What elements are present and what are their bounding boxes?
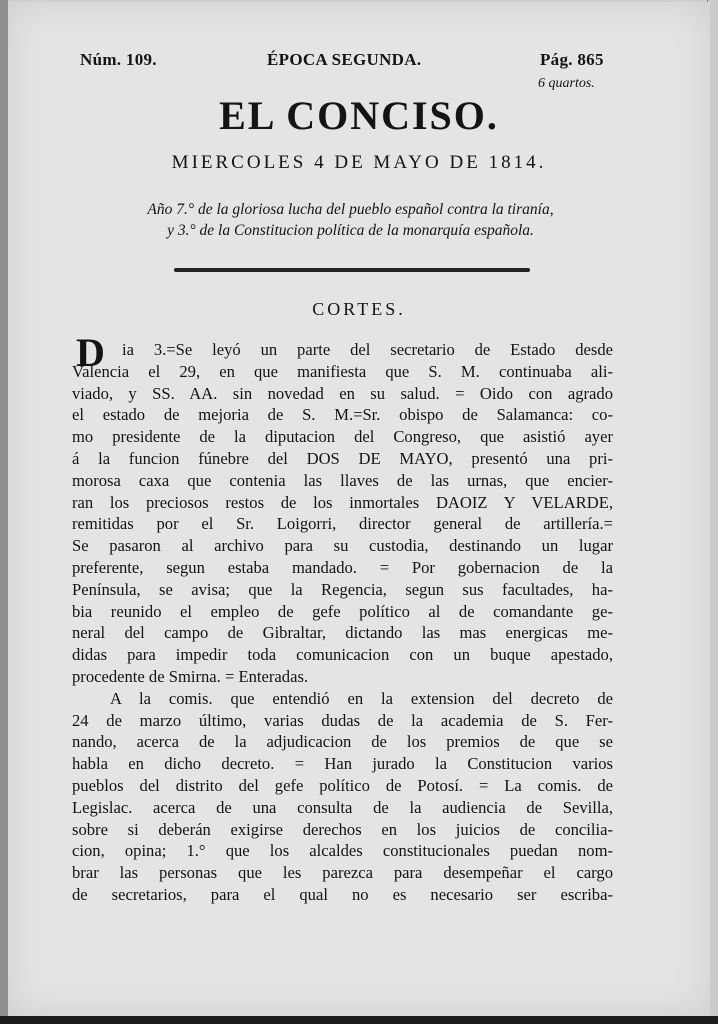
issue-date: MIERCOLES 4 DE MAYO DE 1814. (171, 152, 547, 173)
article-line: el estado de mejoria de S. M.=Sr. obispo de Salamanca: co- (72, 405, 613, 425)
article-line: neral del campo de Gibraltar, dictando las mas energicas me- (72, 623, 613, 643)
motto-line-1: Año 7.° de la gloriosa lucha del pueblo español contra la tiranía, (147, 201, 554, 218)
article-line: nando, acerca de la adjudicacion de los premios de que se (72, 732, 613, 752)
article-line: cion, opina; 1.° que los alcaldes constitucionales puedan nom- (72, 841, 613, 861)
article-line: á la funcion fúnebre del DOS DE MAYO, presentó una pri- (72, 448, 613, 468)
article-line: sobre si deberán exigirse derechos en los juicios de concilia- (72, 819, 613, 839)
article-line: Península, se avisa; que la Regencia, segun sus facultades, ha- (72, 579, 613, 599)
epoch-label: ÉPOCA SEGUNDA. (267, 50, 422, 69)
masthead-title: EL CONCISO. (219, 93, 499, 138)
issue-number: Núm. 109. (80, 50, 157, 69)
article-line: preferente, segun estaba mandado. = Por gobernacion de la (72, 557, 613, 577)
article-body (72, 330, 613, 906)
page-edge-left (0, 0, 8, 1024)
article-line-text: ia 3.=Se leyó un parte del secretario de Estado desde (122, 340, 613, 359)
separator-rule (174, 268, 530, 272)
drop-cap: D (76, 330, 105, 375)
article-line: brar las personas que les parezca para desempeñar el cargo (72, 863, 613, 883)
page-edge-bottom (0, 1016, 718, 1024)
article-line: didas para impedir toda comunicacion con un buque apestado, (72, 645, 613, 665)
section-title: CORTES. (312, 299, 406, 319)
article-line: procedente de Smirna. = Enteradas. (72, 666, 309, 686)
article-line: Se pasaron al archivo para su custodia, destinando un lugar (72, 536, 613, 556)
article-line: de secretarios, para el qual no es necesario ser escriba- (72, 884, 613, 904)
article-line: Legislac. acerca de una consulta de la audiencia de Sevilla, (72, 797, 613, 817)
article-line: habla en dicho decreto. = Han jurado la Constitucion varios (72, 754, 613, 774)
article-line: 24 de marzo último, varias dudas de la academia de S. Fer- (72, 710, 613, 730)
article-line: A la comis. que entendió en la extension del decreto de (110, 688, 613, 708)
article-line: morosa caxa que contenia las llaves de las urnas, que encier- (72, 470, 613, 490)
article-line: remitidas por el Sr. Loigorri, director general de artillería.= (72, 514, 613, 534)
newspaper-page (8, 2, 710, 1016)
page-number: Pág. 865 (540, 50, 604, 69)
article-line: bia reunido el empleo de gefe político al de comandante ge- (72, 601, 613, 621)
price-label: 6 quartos. (538, 76, 595, 91)
article-line: Valencia el 29, en que manifiesta que S. M. continuaba ali- (72, 361, 613, 381)
motto-line-2: y 3.° de la Constitucion política de la monarquía española. (167, 222, 534, 239)
article-line: ran los preciosos restos de los inmortales DAOIZ Y VELARDE, (72, 492, 613, 512)
article-line: viado, y SS. AA. sin novedad en su salud. = Oido con agrado (72, 383, 613, 403)
article-line: mo presidente de la diputacion del Congreso, que asistió ayer (72, 427, 613, 447)
article-line: pueblos del distrito del gefe político de Potosí. = La comis. de (72, 775, 613, 795)
